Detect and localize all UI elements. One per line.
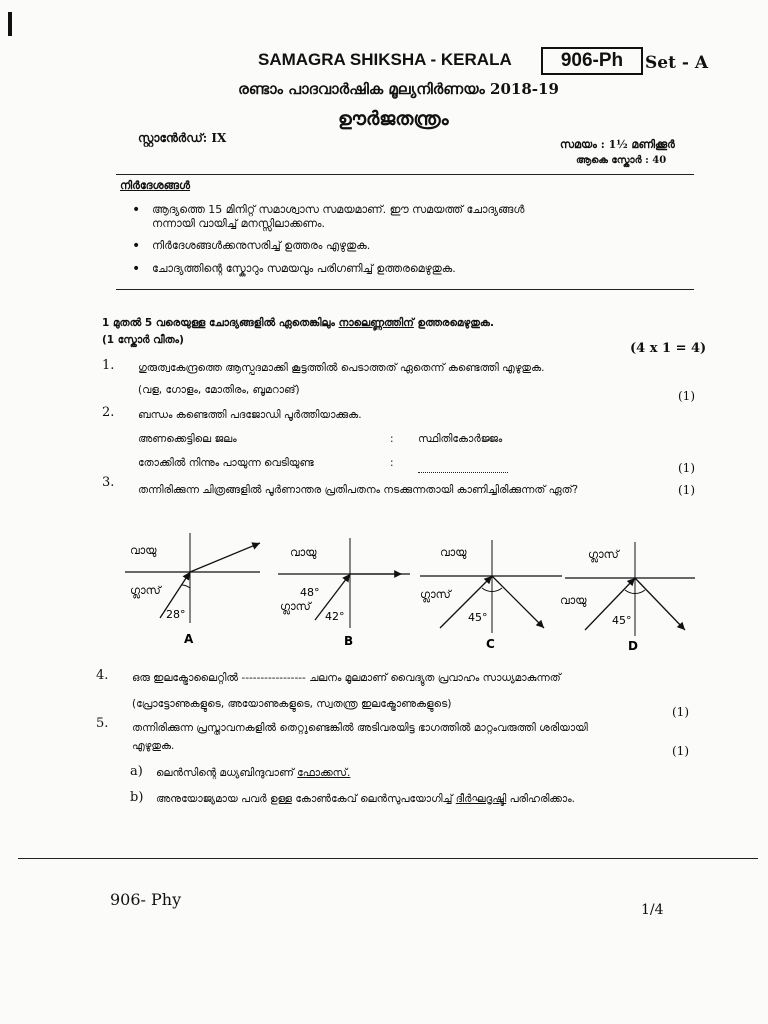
paper-code-box: 906-Ph <box>541 47 643 75</box>
sub-question-text: ലെൻസിന്റെ മധ്യബിന്ദുവാണ് ഫോക്കസ്. <box>156 767 351 779</box>
standard-label: സ്റ്റാൻേർഡ്: IX <box>138 131 227 145</box>
question-options: (വള, ഗോളം, മോതിരം, ബൂമറാങ്) <box>138 384 300 396</box>
medium-bottom-label: ഗ്ലാസ് <box>280 600 311 613</box>
instruction-item: • നിർദേശങ്ങൾക്കനുസരിച്ച് ഉത്തരം എഴുതുക. <box>132 238 371 254</box>
question-marks: (1) <box>678 483 695 497</box>
figure-label: C <box>486 637 495 651</box>
answer-blank <box>418 458 508 477</box>
instruction-item-continued: നന്നായി വായിച്ച് മനസ്സിലാക്കണം. <box>152 217 326 230</box>
question-text: ഒരു ഇലക്ട്രോലൈറ്റിൽ ----------------- ചലനം മൂലമാണ് വൈദ്യുത പ്രവാഹം സാധ്യമാകുന്നത് <box>132 672 561 684</box>
medium-top-label: വായു <box>130 544 157 557</box>
question-marks: (1) <box>672 744 689 758</box>
pair-right: സ്ഥിതികോർജ്ജം <box>418 433 503 445</box>
question-text: ബന്ധം കണ്ടെത്തി പദജോഡി പൂർത്തിയാക്കുക. <box>138 409 362 421</box>
question-text: ഗുരുത്വകേന്ദ്രത്തെ ആസ്പദമാക്കി കൂട്ടത്തിൽ പെടാത്തത് ഏതെന്ന് കണ്ടെത്തി എഴുതുക. <box>138 362 545 374</box>
footer-paper-code: 906- Phy <box>110 890 182 909</box>
fill-blank: ----------------- <box>241 672 306 684</box>
question-number: 1. <box>102 358 115 373</box>
diagram-d <box>560 542 695 653</box>
subject-title: ഊർജതന്ത്രം <box>338 108 449 130</box>
diagram-c <box>420 540 562 651</box>
question-options: (പ്രോട്ടോണുകളുടെ, അയോണുകളുടെ, സ്വതന്ത്ര ഇലക്ട്രോണുകളുടെ) <box>132 698 452 710</box>
medium-top-label: ഗ്ലാസ് <box>588 548 619 561</box>
question-text: തന്നിരിക്കുന്ന പ്രസ്താവനകളിൽ തെറ്റുണ്ടെങ്കിൽ അടിവരയിട്ട ഭാഗത്തിൽ മാറ്റംവരുത്തി ശരിയായി <box>132 722 588 734</box>
question-marks: (1) <box>678 461 695 475</box>
exam-title: രണ്ടാം പാദവാർഷിക മൂല്യനിർണയം 2018-19 <box>238 80 559 98</box>
underlined-phrase: ദീർഘദൃഷ്ടി <box>455 793 507 805</box>
question-text: തന്നിരിക്കുന്ന ചിത്രങ്ങളിൽ പൂർണാന്തര പ്രതിപതനം നടക്കുന്നതായി കാണിച്ചിരിക്കുന്നത് ഏത്? <box>138 484 579 496</box>
time-label: സമയം : 1½ മണിക്കൂർ <box>560 138 675 151</box>
instructions-heading: നിർദേശങ്ങൾ <box>120 179 191 192</box>
underlined-count: നാലെണ്ണത്തിന് <box>338 317 414 329</box>
bullet-icon: • <box>132 238 141 254</box>
diagram-a <box>125 533 260 646</box>
question-marks: (1) <box>678 389 695 403</box>
header-rule <box>116 174 694 175</box>
pair-left: തോക്കിൽ നിന്നും പായുന്ന വെടിയുണ്ട <box>138 457 314 469</box>
refraction-diagrams <box>120 528 710 658</box>
section-score-each: (1 സ്കോർ വീതം) <box>102 334 184 346</box>
angle-label: 28° <box>166 608 186 621</box>
angle-label: 45° <box>468 611 488 624</box>
question-number: 4. <box>96 668 109 683</box>
figure-label: A <box>184 632 194 646</box>
pair-separator: : <box>390 457 394 469</box>
pair-separator: : <box>390 433 394 445</box>
question-number: 3. <box>102 475 115 490</box>
medium-bottom-label: വായു <box>560 594 587 607</box>
sub-question-text: അനുയോജ്യമായ പവർ ഉള്ള കോൺകേവ് ലെൻസുപയോഗിച്ച് ദീർഘദൃഷ്ടി പരിഹരിക്കാം. <box>156 793 575 805</box>
angle-label: 45° <box>612 614 632 627</box>
medium-bottom-label: ഗ്ലാസ് <box>420 588 451 601</box>
medium-top-label: വായു <box>440 546 467 559</box>
pair-left: അണക്കെട്ടിലെ ജലം <box>138 433 237 445</box>
angle-label: 42° <box>325 610 345 623</box>
angle-top-label: 48° <box>300 586 320 599</box>
medium-top-label: വായു <box>290 546 317 559</box>
figure-label: D <box>628 639 638 653</box>
margin-mark <box>8 12 12 36</box>
medium-bottom-label: ഗ്ലാസ് <box>130 584 161 597</box>
bullet-icon: • <box>132 202 141 218</box>
page-number: 1/4 <box>641 902 664 918</box>
underlined-phrase: ഫോക്കസ്. <box>297 767 351 779</box>
question-number: 2. <box>102 405 115 420</box>
sub-question-label: b) <box>130 790 144 805</box>
section-instruction: 1 മുതൽ 5 വരെയുള്ള ചോദ്യങ്ങളിൽ ഏതെങ്കിലും നാലെണ്ണത്തിന് ഉത്തരമെഴുതുക. <box>102 317 494 329</box>
diagram-b <box>278 538 410 648</box>
instruction-item: • ചോദ്യത്തിന്റെ സ്കോറും സമയവും പരിഗണിച്ച് ഉത്തരമെഴുതുക. <box>132 261 456 277</box>
question-number: 5. <box>96 716 109 731</box>
bullet-icon: • <box>132 261 141 277</box>
section-marks: (4 x 1 = 4) <box>630 341 707 356</box>
organization-title: SAMAGRA SHIKSHA - KERALA <box>258 50 512 69</box>
question-text-continued: എഴുതുക. <box>132 740 175 752</box>
question-marks: (1) <box>672 705 689 719</box>
instruction-item: • ആദ്യത്തെ 15 മിനിറ്റ് സമാശ്വാസ സമയമാണ്. ഈ സമയത്ത് ചോദ്യങ്ങൾ <box>132 202 525 218</box>
footer-rule <box>18 858 758 859</box>
figure-label: B <box>344 634 354 648</box>
instructions-rule <box>116 289 694 290</box>
sub-question-label: a) <box>130 764 143 779</box>
set-label: Set - A <box>645 53 709 73</box>
total-score-label: ആകെ സ്കോർ : 40 <box>576 155 667 166</box>
